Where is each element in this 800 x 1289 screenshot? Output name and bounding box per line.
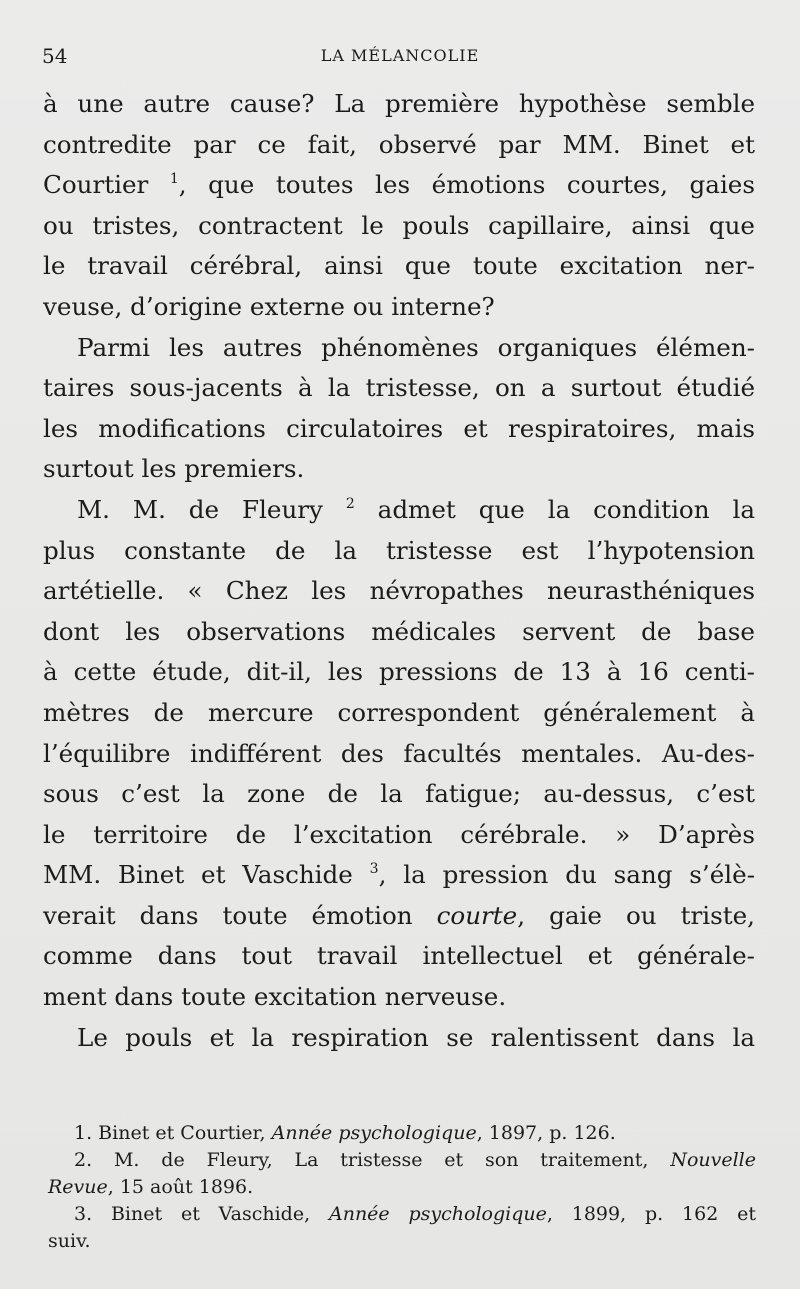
text-line: M. M. de Fleury $^2$ admet que la condition la xyxy=(77,494,756,524)
text-line: verait dans toute émotion courte, gaie ou triste, xyxy=(43,900,755,930)
text-line: ment dans toute excitation nerveuse. xyxy=(43,982,507,1012)
text-line: dont les observations médicales servent de base xyxy=(43,616,755,646)
text-line: les modifications circulatoires et respiratoires, mais xyxy=(43,413,755,443)
footnote-ref: 2 xyxy=(345,495,355,512)
footnote-continuation: suiv. xyxy=(48,1230,91,1252)
text-line: taires sous-jacents à la tristesse, on a surtout étudié xyxy=(43,373,755,403)
text-line: contredite par ce fait, observé par MM. Binet et xyxy=(43,129,755,159)
text-line: à une autre cause? La première hypothèse semble xyxy=(43,89,755,118)
text-line: mètres de mercure correspondent généralement à xyxy=(43,697,755,727)
text-line: à cette étude, dit-il, les pressions de 13 à 16 centi- xyxy=(43,657,755,687)
footnote-ref: 3 xyxy=(369,861,379,878)
text-line: l’équilibre indifférent des facultés mentales. Au-des- xyxy=(43,738,755,768)
page-header xyxy=(42,44,758,74)
running-title: LA MÉLANCOLIE xyxy=(320,46,480,65)
text-line: artétielle. « Chez les névropathes neurasthéniques xyxy=(43,576,755,606)
text-line: surtout les premiers. xyxy=(43,454,305,484)
text-line: comme dans tout travail intellectuel et générale- xyxy=(43,941,755,971)
footnote-ref: 1 xyxy=(169,171,179,188)
text-line: le territoire de l’excitation cérébrale. » D’après xyxy=(43,819,755,849)
text-line: veuse, d’origine externe ou interne? xyxy=(43,291,495,321)
footnotes xyxy=(48,1120,756,1255)
footnote-continuation: Revue, 15 août 1896. xyxy=(48,1176,254,1198)
page-number: 54 xyxy=(42,44,68,68)
footnote: 3. Binet et Vaschide, Année psychologique, 1899, p. 162 et xyxy=(74,1203,757,1225)
text-line: le travail cérébral, ainsi que toute excitation ner- xyxy=(43,251,755,281)
text-line: plus constante de la tristesse est l’hypotension xyxy=(43,535,755,565)
text-line: MM. Binet et Vaschide $^3$, la pression du sang s’élè- xyxy=(43,860,756,890)
emphasis: courte xyxy=(436,900,518,930)
text-line: sous c’est la zone de la fatigue; au-dessus, c’est xyxy=(43,779,755,809)
footnote: 2. M. de Fleury, La tristesse et son traitement, Nouvelle xyxy=(74,1149,756,1171)
text-line: Courtier $^1$, que toutes les émotions courtes, gaies xyxy=(43,170,755,200)
text-line: Parmi les autres phénomènes organiques élémen- xyxy=(77,332,755,362)
footnote: 1. Binet et Courtier, Année psychologique, 1897, p. 126. xyxy=(74,1122,616,1144)
text-line: ou tristes, contractent le pouls capillaire, ainsi que xyxy=(43,210,755,240)
body-text xyxy=(43,84,755,1058)
text-line: Le pouls et la respiration se ralentissent dans la xyxy=(77,1022,755,1052)
